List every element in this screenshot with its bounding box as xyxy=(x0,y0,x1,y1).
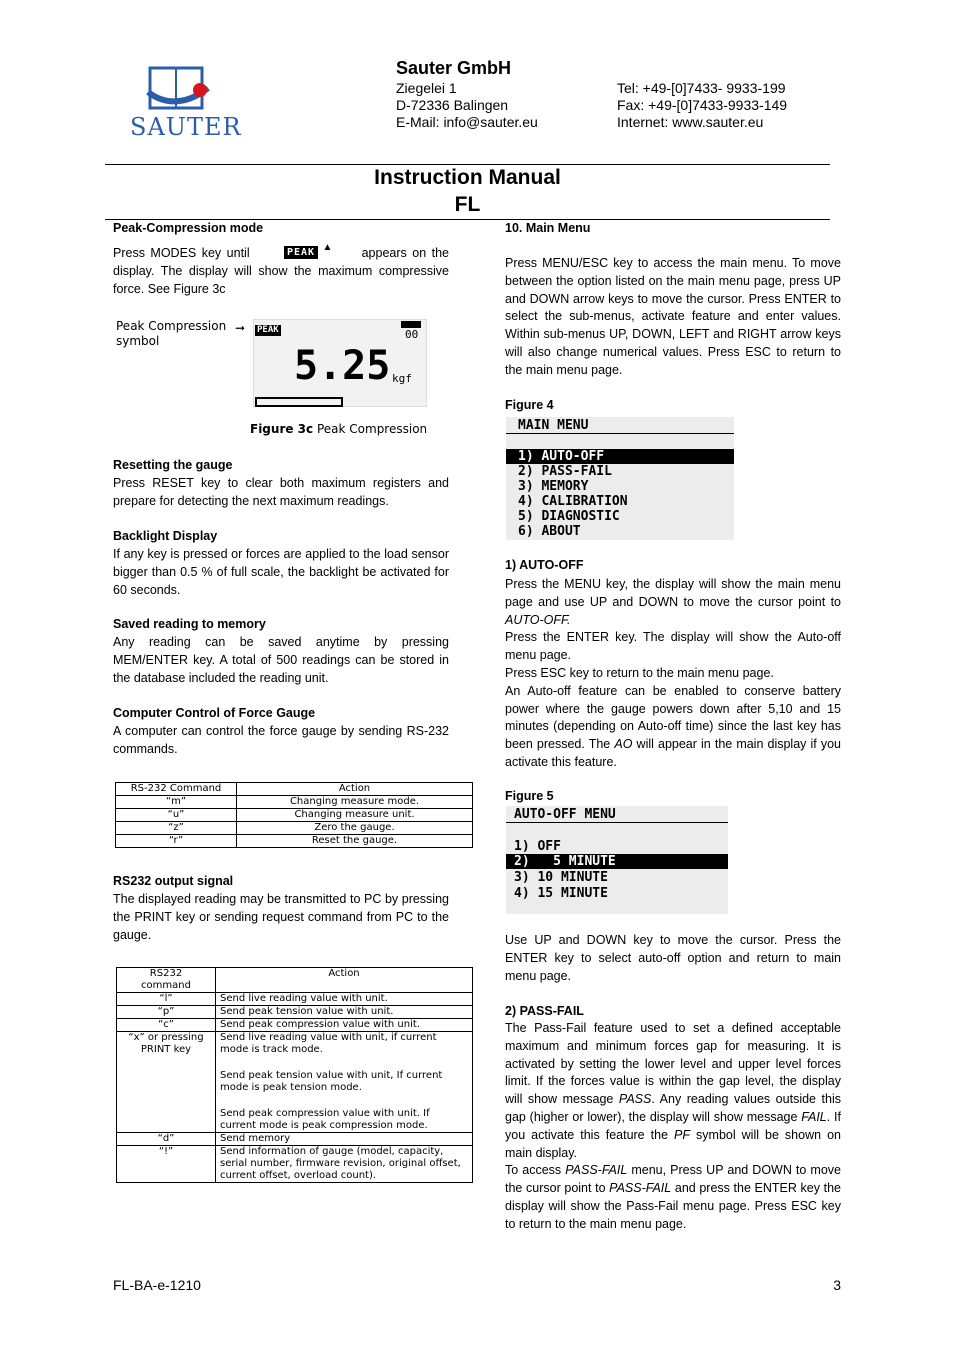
menu-item: 3) MEMORY xyxy=(518,479,589,494)
pass-fail-text: The Pass-Fail feature used to set a defined acceptable maximum and minimum forces gap for measuring. It is activated by setting the lower level and upper level forces limit. If the forces value is within the gap level, the display will show message PASS. Any reading values outside this gap (higher or lower), the display will show message FAIL. If you activate this feature the PF symbol will be shown on main display. To access PASS-FAIL menu, Press UP and DOWN to move the cursor point to PASS-FAIL and press the ENTER key the display will show the Pass-Fail menu page. Press ESC key to return to the main menu page. xyxy=(505,1021,842,1231)
menu-item-selected: 2) 5 MINUTE xyxy=(506,854,728,869)
menu-item: 6) ABOUT xyxy=(518,524,581,539)
menu-item: 4) CALIBRATION xyxy=(518,494,628,509)
auto-off-heading: 1) AUTO-OFF xyxy=(505,558,584,572)
backlight-text: If any key is pressed or forces are applied to the load sensor bigger than 0.5 % of full scale, the backlight be activated for 60 seconds. xyxy=(113,547,449,597)
menu-item: 4) 15 MINUTE xyxy=(514,886,608,901)
backlight-heading: Backlight Display xyxy=(113,529,218,543)
lcd-reading: 5.25 xyxy=(294,343,391,389)
peak-badge-icon: PEAK xyxy=(284,246,318,259)
email: E-Mail: info@sauter.eu xyxy=(396,114,538,130)
table-cell: Reset the gauge. xyxy=(237,835,473,848)
menu-title-rule xyxy=(506,822,728,823)
table-cell: Send live reading value with unit, if current mode is track mode. Send peak tension value with unit, If current mode is peak tension mode. Send peak compression value with unit. If current mode is peak compression mode. xyxy=(216,1032,473,1133)
rs232-output-text: The displayed reading may be transmitted to PC by pressing the PRINT key or sending request command from PC to the gauge. xyxy=(113,892,449,942)
pass-fail-heading: 2) PASS-FAIL xyxy=(505,1004,584,1018)
up-down-arrow-icon: ▲ xyxy=(322,242,333,253)
footer-doc-id: FL-BA-e-1210 xyxy=(113,1277,201,1293)
table-row xyxy=(117,1006,473,1019)
table-row xyxy=(116,822,473,835)
main-menu-heading: 10. Main Menu xyxy=(505,221,591,235)
table-row xyxy=(116,809,473,822)
table-header-cell: Action xyxy=(216,968,473,993)
peak-compression-heading: Peak-Compression mode xyxy=(113,221,264,235)
menu-title-rule xyxy=(506,433,734,434)
arrow-icon: ➞ xyxy=(235,321,246,335)
table-cell: “u” xyxy=(116,809,237,822)
peak-text-a: Press MODES key until xyxy=(113,246,250,260)
menu-item: 3) 10 MINUTE xyxy=(514,870,608,885)
table-header-cell: RS-232 Command xyxy=(116,783,237,796)
table-cell: “p” xyxy=(117,1006,216,1019)
company-name: Sauter GmbH xyxy=(396,58,512,78)
table-row xyxy=(117,1133,473,1146)
menu-item: 5) DIAGNOSTIC xyxy=(518,509,620,524)
saved-heading: Saved reading to memory xyxy=(113,617,266,631)
figure-4-main-menu-screen xyxy=(506,417,734,540)
table-row xyxy=(117,993,473,1006)
computer-text: A computer can control the force gauge by sending RS-232 commands. xyxy=(113,724,449,756)
table-cell: “l” xyxy=(117,993,216,1006)
lcd-corner-digits: 00 xyxy=(405,328,419,341)
table-cell: “m” xyxy=(116,796,237,809)
saved-text: Any reading can be saved anytime by pressing MEM/ENTER key. A total of 500 readings can be stored in the database included the reading unit. xyxy=(113,635,449,685)
table-row xyxy=(116,835,473,848)
internet: Internet: www.sauter.eu xyxy=(617,114,764,130)
table-cell: Send memory xyxy=(216,1133,473,1146)
lcd-peak-badge: PEAK xyxy=(257,325,279,335)
symbol-label-2: symbol xyxy=(116,334,160,348)
company-logo xyxy=(126,62,246,140)
menu-title: MAIN MENU xyxy=(518,418,589,433)
figure-4-label: Figure 4 xyxy=(505,398,554,412)
table-header-cell: Action xyxy=(237,783,473,796)
table-row xyxy=(117,1019,473,1032)
table-cell: Changing measure mode. xyxy=(237,796,473,809)
table-cell: Changing measure unit. xyxy=(237,809,473,822)
figure-5-auto-off-screen xyxy=(506,806,728,914)
menu-item-selected: 1) AUTO-OFF xyxy=(506,449,734,464)
figure-3c-caption: Figure 3c Peak Compression xyxy=(250,422,428,436)
table-header-row xyxy=(117,968,473,993)
table-row xyxy=(116,796,473,809)
figure-3c xyxy=(113,316,453,440)
page-subtitle: FL xyxy=(454,193,481,216)
table-cell: “c” xyxy=(117,1019,216,1032)
table-cell: “d” xyxy=(117,1133,216,1146)
lcd-battery-icon xyxy=(401,321,421,328)
main-menu-text: Press MENU/ESC key to access the main menu. To move between the option listed on the main menu page, press UP and DOWN arrow keys to move the cursor. Press ENTER to select the sub-menus, activate feature and enter values. Within sub-menus UP, DOWN, LEFT and RIGHT arrow keys will also change numerical values. Press ESC to return to the main menu page. xyxy=(505,256,841,377)
table-cell: “x” or pressing PRINT key xyxy=(117,1032,216,1133)
figure-5-label: Figure 5 xyxy=(505,789,554,803)
peak-text-b: appears on the xyxy=(361,246,449,260)
peak-inline-icon xyxy=(284,242,348,256)
rs232-output-table xyxy=(116,967,473,1183)
table-cell: Send information of gauge (model, capacity, serial number, firmware revision, original offset, current offset, overload count). xyxy=(216,1146,473,1183)
table-row xyxy=(117,1146,473,1183)
telephone: Tel: +49-[0]7433- 9933-199 xyxy=(617,80,786,96)
rs232-output-heading: RS232 output signal xyxy=(113,874,234,888)
table-row xyxy=(117,1032,473,1133)
fax: Fax: +49-[0]7433-9933-149 xyxy=(617,97,788,113)
table-cell: “!” xyxy=(117,1146,216,1183)
auto-off-text: Press the MENU key, the display will show the main menu page and use UP and DOWN to move the cursor point to AUTO-OFF. Press the ENTER key. The display will show the Auto-off menu page. Press ESC key to return to the main menu page. An Auto-off feature can be enabled to conserve battery power where the gauge powers down after 5,10 and 15 minutes (depending on Auto-off time) since the last key has been pressed. The AO will appear in the main display if you activate this feature. xyxy=(505,577,842,769)
lcd-screen xyxy=(253,319,427,407)
table-cell: Send peak compression value with unit. xyxy=(216,1019,473,1032)
table-header-row xyxy=(116,783,473,796)
logo-text: SAUTER xyxy=(130,113,242,140)
footer-page-number: 3 xyxy=(833,1277,841,1293)
table-cell: Send peak tension value with unit. xyxy=(216,1006,473,1019)
menu-title: AUTO-OFF MENU xyxy=(514,807,616,822)
figure-5-text: Use UP and DOWN key to move the cursor. Press the ENTER key to select auto-off option and return to main menu page. xyxy=(505,933,841,983)
lcd-bargraph xyxy=(255,397,343,407)
table-cell: Zero the gauge. xyxy=(237,822,473,835)
address-line-2: D-72336 Balingen xyxy=(396,97,509,113)
symbol-label-1: Peak Compression xyxy=(116,319,227,333)
table-cell: “r” xyxy=(116,835,237,848)
computer-heading: Computer Control of Force Gauge xyxy=(113,706,316,720)
table-cell: “z” xyxy=(116,822,237,835)
table-cell: Send live reading value with unit. xyxy=(216,993,473,1006)
rs232-command-table xyxy=(115,782,473,848)
reset-text: Press RESET key to clear both maximum registers and prepare for detecting the next maximum readings. xyxy=(113,476,449,508)
peak-text-c: display. The display will show the maximum compressive force. See Figure 3c xyxy=(113,264,449,296)
page-title: Instruction Manual xyxy=(374,166,561,189)
reset-heading: Resetting the gauge xyxy=(113,458,233,472)
menu-item: 2) PASS-FAIL xyxy=(518,464,612,479)
lcd-unit: kgf xyxy=(392,372,412,385)
address-line-1: Ziegelei 1 xyxy=(396,80,457,96)
menu-item: 1) OFF xyxy=(514,839,561,854)
header-rule-top xyxy=(105,164,830,165)
table-header-cell: RS232 command xyxy=(117,968,216,993)
